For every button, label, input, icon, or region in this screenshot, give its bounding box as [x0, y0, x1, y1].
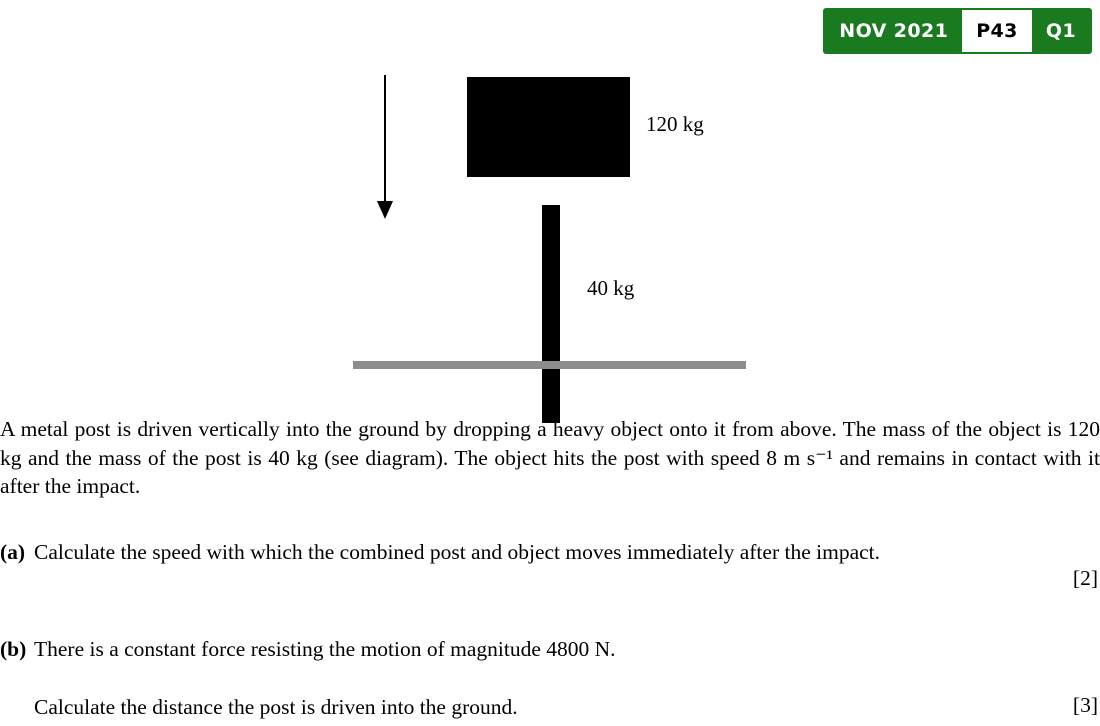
metal-post: [542, 205, 560, 423]
downward-motion-arrow-head: [377, 201, 393, 219]
falling-object-block: [467, 77, 630, 177]
part-b-letter: (b): [0, 637, 27, 661]
question-part-a: [0, 538, 1100, 567]
physics-diagram: [0, 55, 1100, 385]
badge-session: NOV 2021: [839, 20, 949, 42]
badge-question: Q1: [1045, 20, 1076, 42]
part-a-text: Calculate the speed with which the combined post and object moves immediately after the impact.: [34, 540, 881, 564]
question-part-b-continued: [0, 693, 1100, 722]
post-mass-label: 40 kg: [587, 276, 635, 300]
exam-reference-badge: [823, 8, 1092, 54]
part-a-letter: (a): [0, 540, 26, 564]
part-b-text-second-line: Calculate the distance the post is driven into the ground.: [34, 695, 518, 719]
part-b-text: There is a constant force resisting the motion of magnitude 4800 N.: [34, 637, 616, 661]
object-mass-label: 120 kg: [646, 112, 704, 136]
badge-paper: P43: [962, 10, 1032, 52]
downward-motion-arrow-line: [384, 75, 386, 205]
question-stem: A metal post is driven vertically into the ground by dropping a heavy object onto it from above. The mass of the object is 120 kg and the mass of the post is 40 kg (see diagram). The object hits the post with speed 8 m s⁻¹ and remains in contact with it after the impact.: [0, 417, 1100, 499]
part-a-marks: [2]: [1072, 566, 1098, 590]
ground-line: [353, 361, 746, 369]
part-b-marks: [3]: [1072, 693, 1098, 717]
question-part-b: [0, 635, 1100, 664]
